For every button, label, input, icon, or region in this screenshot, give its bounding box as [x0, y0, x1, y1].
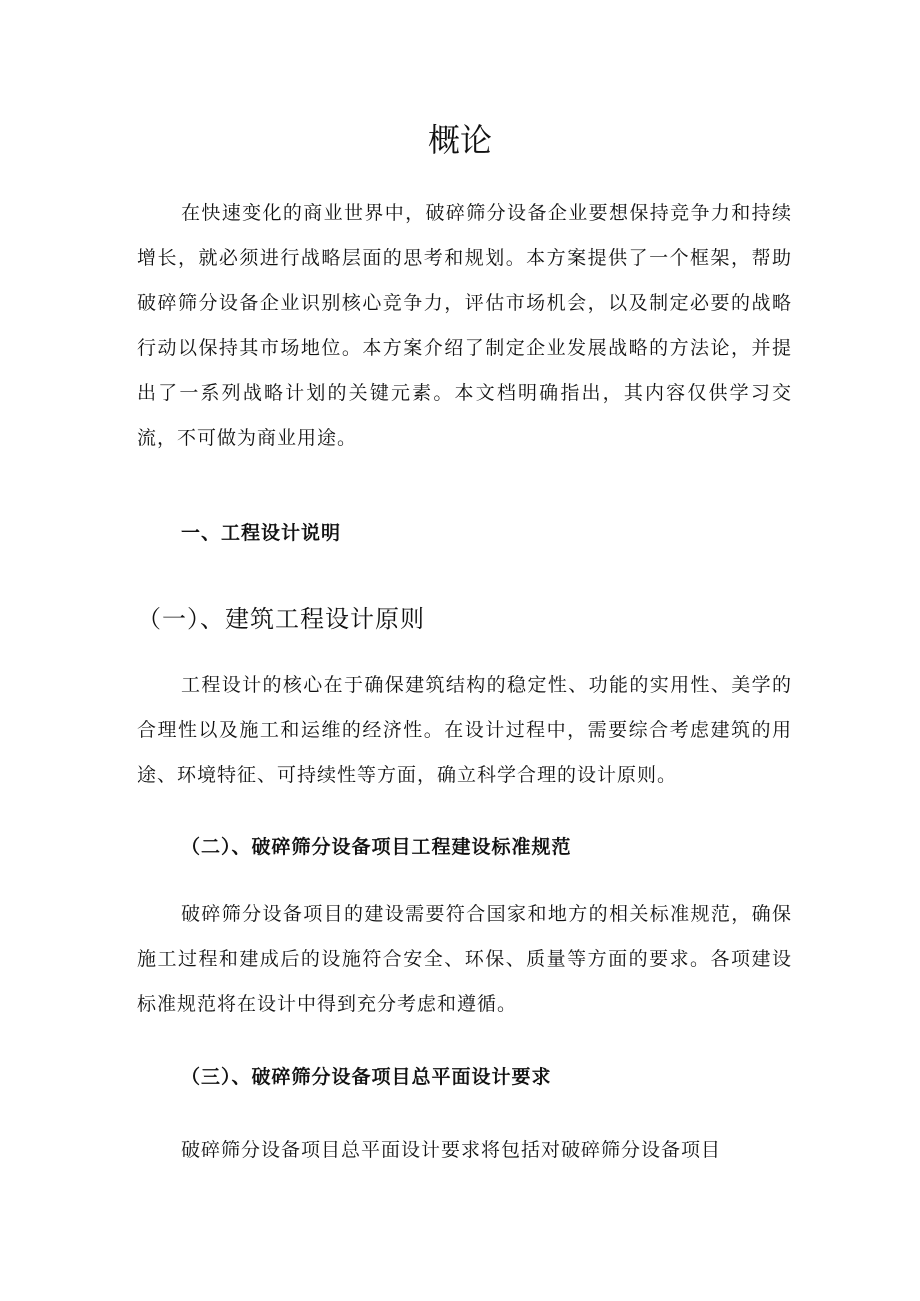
- subsection-1-paragraph: 工程设计的核心在于确保建筑结构的稳定性、功能的实用性、美学的合理性以及施工和运维的经济性。在设计过程中，需要综合考虑建筑的用途、环境特征、可持续性等方面，确立科学合理的设计原则。: [137, 674, 792, 786]
- page-title: 概论: [427, 121, 492, 159]
- subsection-heading-2: （二）、破碎筛分设备项目工程建设标准规范: [181, 836, 572, 858]
- subsection-3-paragraph: 破碎筛分设备项目总平面设计要求将包括对破碎筛分设备项目: [181, 1139, 722, 1161]
- section-heading-1: 一、工程设计说明: [181, 522, 342, 544]
- subsection-2-paragraph: 破碎筛分设备项目的建设需要符合国家和地方的相关标准规范，确保施工过程和建成后的设施符合安全、环保、质量等方面的要求。各项建设标准规范将在设计中得到充分考虑和遵循。: [137, 903, 792, 1015]
- intro-paragraph: 在快速变化的商业世界中，破碎筛分设备企业要想保持竞争力和持续增长，就必须进行战略层面的思考和规划。本方案提供了一个框架，帮助破碎筛分设备企业识别核心竞争力，评估市场机会，以及制定必要的战略行动以保持其市场地位。本方案介绍了制定企业发展战略的方法论，并提出了一系列战略计划的关键元素。本文档明确指出，其内容仅供学习交流，不可做为商业用途。: [137, 202, 792, 449]
- subsection-heading-3: （三）、破碎筛分设备项目总平面设计要求: [181, 1066, 552, 1088]
- subsection-heading-1: （一）、建筑工程设计原则: [137, 605, 425, 633]
